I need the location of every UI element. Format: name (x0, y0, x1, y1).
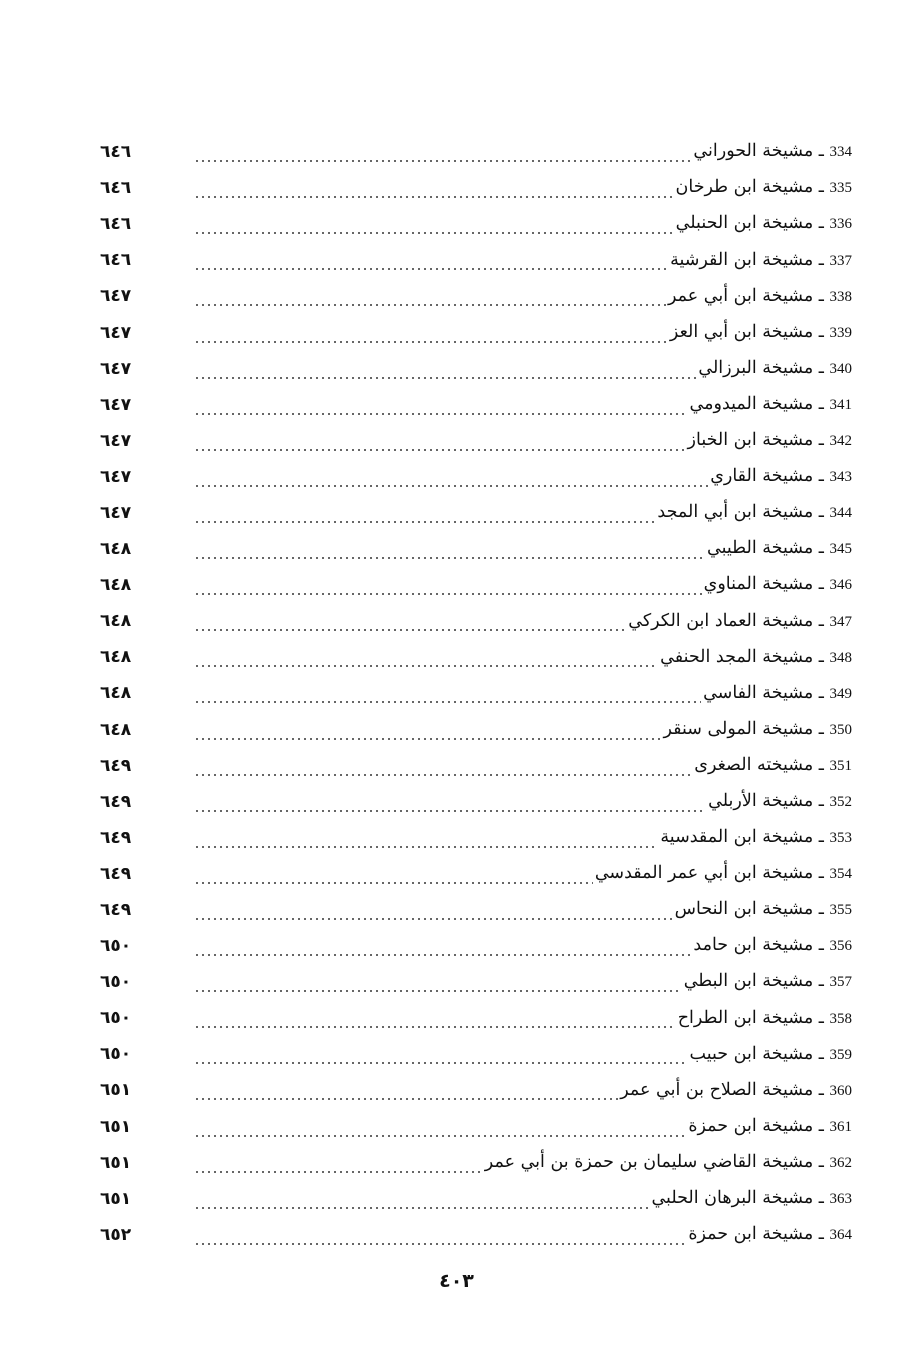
entry-text: مشيخة ابن الحنبلي (675, 213, 814, 234)
toc-entry (100, 1072, 852, 1108)
entry-title: 353 ـ مشيخة ابن المقدسية (660, 827, 852, 848)
entry-page-number: ٦٥٠ (100, 1044, 132, 1065)
entry-page-number: ٦٤٨ (100, 539, 132, 560)
toc-entry (100, 1145, 852, 1181)
toc-entry (100, 964, 852, 1000)
entry-text: مشيخة ابن البطي (683, 971, 814, 992)
dot-leader (194, 1224, 686, 1246)
entry-text: مشيخة ابن أبي العز (669, 321, 814, 342)
entry-title: 345 ـ مشيخة الطيبي (707, 538, 852, 559)
entry-number: 346 (829, 577, 852, 594)
entry-title: 358 ـ مشيخة ابن الطراح (677, 1007, 852, 1028)
entry-title: 334 ـ مشيخة الحوراني (693, 141, 852, 162)
dot-leader (194, 1152, 483, 1174)
dot-leader (194, 249, 668, 271)
dot-leader (194, 610, 626, 632)
toc-entry (100, 1000, 852, 1036)
entry-number: 357 (829, 974, 852, 991)
entry-text: مشيخة ابن الطراح (677, 1007, 814, 1028)
dot-leader (194, 322, 668, 344)
entry-number: 348 (829, 649, 852, 666)
entry-text: مشيخة ابن النحاس (674, 899, 814, 920)
entry-title: 360 ـ مشيخة الصلاح بن أبي عمر (620, 1079, 852, 1100)
entry-page-number: ٦٤٨ (100, 719, 132, 740)
entry-number: 343 (829, 469, 852, 486)
toc-entry (100, 242, 852, 278)
dot-leader (194, 574, 702, 596)
entry-page-number: ٦٤٧ (100, 502, 132, 523)
entry-title: 363 ـ مشيخة البرهان الحلبي (651, 1188, 852, 1209)
entry-number: 360 (829, 1082, 852, 1099)
toc-entry (100, 639, 852, 675)
toc-entry (100, 892, 852, 928)
entry-text: مشيخة ابن المقدسية (660, 827, 814, 848)
toc-entry (100, 1217, 852, 1253)
dot-leader (194, 430, 686, 452)
dot-leader (194, 719, 661, 741)
dot-leader (194, 682, 701, 704)
entry-text: مشيخة الصلاح بن أبي عمر (620, 1079, 814, 1100)
dot-leader (194, 755, 692, 777)
entry-title: 343 ـ مشيخة القاري (710, 466, 852, 487)
toc-entry (100, 603, 852, 639)
toc-entry (100, 820, 852, 856)
entry-page-number: ٦٤٧ (100, 286, 132, 307)
entry-title: 350 ـ مشيخة المولى سنقر (663, 718, 852, 739)
entry-number: 340 (829, 360, 852, 377)
dot-leader (194, 141, 691, 163)
entry-text: مشيخة المجد الحنفي (660, 646, 814, 667)
toc-entry (100, 675, 852, 711)
dot-leader (194, 1079, 618, 1101)
entry-text: مشيخة ابن أبي المجد (657, 502, 814, 523)
page-number: ٤٠٣ (439, 1270, 474, 1292)
toc-entry (100, 748, 852, 784)
entry-text: مشيخة ابن أبي عمر (668, 285, 814, 306)
entry-page-number: ٦٥٠ (100, 972, 132, 993)
entry-title: 340 ـ مشيخة البرزالي (698, 357, 852, 378)
entry-title: 362 ـ مشيخة القاضي سليمان بن حمزة بن أبي عمر (484, 1151, 852, 1172)
entry-title: 346 ـ مشيخة المناوي (703, 574, 852, 595)
entry-text: مشيخة ابن حمزة (688, 1224, 814, 1245)
entry-number: 335 (829, 180, 852, 197)
entry-number: 341 (829, 396, 852, 413)
entry-number: 362 (829, 1154, 852, 1171)
entry-title: 359 ـ مشيخة ابن حبيب (689, 1043, 852, 1064)
entry-page-number: ٦٤٧ (100, 322, 132, 343)
toc-entry (100, 1036, 852, 1072)
entry-number: 347 (829, 613, 852, 630)
toc-entry (100, 314, 852, 350)
toc-entry (100, 459, 852, 495)
dot-leader (194, 394, 688, 416)
toc-entry (100, 351, 852, 387)
entry-text: مشيخة الفاسي (703, 682, 814, 703)
dot-leader (194, 1116, 686, 1138)
entry-page-number: ٦٤٩ (100, 863, 132, 884)
entry-page-number: ٦٤٨ (100, 575, 132, 596)
toc-entry (100, 387, 852, 423)
dot-leader (194, 791, 706, 813)
entry-text: مشيخة العماد ابن الكركي (628, 610, 814, 631)
entry-page-number: ٦٤٩ (100, 791, 132, 812)
entry-page-number: ٦٤٨ (100, 647, 132, 668)
entry-page-number: ٦٤٧ (100, 394, 132, 415)
entry-page-number: ٦٥٢ (100, 1224, 132, 1245)
entry-text: مشيخة البرزالي (698, 357, 814, 378)
toc-entry (100, 1109, 852, 1145)
entry-title: 349 ـ مشيخة الفاسي (703, 682, 852, 703)
entry-number: 354 (829, 866, 852, 883)
entry-title: 335 ـ مشيخة ابن طرخان (675, 177, 852, 198)
entry-text: مشيخة البرهان الحلبي (651, 1188, 814, 1209)
entry-text: مشيخة القاري (710, 466, 814, 487)
toc-entry (100, 1181, 852, 1217)
entry-number: 338 (829, 288, 852, 305)
dot-leader (194, 1188, 649, 1210)
entry-number: 363 (829, 1191, 852, 1208)
entry-text: مشيخة ابن حامد (693, 935, 814, 956)
entry-text: مشيخة القاضي سليمان بن حمزة بن أبي عمر (484, 1151, 814, 1172)
entry-title: 337 ـ مشيخة ابن القرشية (670, 249, 852, 270)
entry-number: 358 (829, 1010, 852, 1027)
entry-text: مشيخة الميدومي (689, 393, 814, 414)
entry-number: 345 (829, 541, 852, 558)
entry-title: 348 ـ مشيخة المجد الحنفي (660, 646, 852, 667)
entry-text: مشيخة المولى سنقر (663, 718, 814, 739)
entry-text: مشيخة الطيبي (707, 538, 814, 559)
dot-leader (194, 827, 658, 849)
toc-entry (100, 495, 852, 531)
entry-number: 337 (829, 252, 852, 269)
toc-entry (100, 134, 852, 170)
entry-number: 359 (829, 1046, 852, 1063)
entry-text: مشيخة الحوراني (693, 141, 814, 162)
entry-number: 352 (829, 793, 852, 810)
entry-number: 342 (829, 433, 852, 450)
entry-title: 354 ـ مشيخة ابن أبي عمر المقدسي (594, 863, 852, 884)
entry-page-number: ٦٤٧ (100, 358, 132, 379)
entry-number: 349 (829, 685, 852, 702)
dot-leader (194, 1043, 688, 1065)
entry-page-number: ٦٥١ (100, 1152, 132, 1173)
entry-text: مشيخة الأربلي (708, 790, 814, 811)
entry-title: 339 ـ مشيخة ابن أبي العز (669, 321, 852, 342)
toc-entry (100, 423, 852, 459)
toc-entry (100, 784, 852, 820)
entry-page-number: ٦٤٩ (100, 755, 132, 776)
entry-title: 352 ـ مشيخة الأربلي (708, 790, 852, 811)
entry-page-number: ٦٥١ (100, 1116, 132, 1137)
entry-text: مشيخة ابن طرخان (675, 177, 814, 198)
entry-number: 356 (829, 938, 852, 955)
toc-entry (100, 278, 852, 314)
entry-page-number: ٦٤٩ (100, 900, 132, 921)
entry-page-number: ٦٤٨ (100, 611, 132, 632)
entry-title: 342 ـ مشيخة ابن الخباز (687, 430, 852, 451)
entry-page-number: ٦٤٨ (100, 683, 132, 704)
entry-number: 344 (829, 505, 852, 522)
entry-page-number: ٦٥١ (100, 1080, 132, 1101)
dot-leader (194, 285, 666, 307)
entry-page-number: ٦٥٠ (100, 936, 132, 957)
entry-number: 364 (829, 1227, 852, 1244)
toc-entry (100, 712, 852, 748)
entry-text: مشيخة ابن القرشية (670, 249, 814, 270)
entry-title: 347 ـ مشيخة العماد ابن الكركي (628, 610, 852, 631)
entry-number: 339 (829, 324, 852, 341)
entry-page-number: ٦٥١ (100, 1188, 132, 1209)
dot-leader (194, 1007, 676, 1029)
entry-text: مشيخة ابن أبي عمر المقدسي (594, 863, 814, 884)
entry-page-number: ٦٤٦ (100, 142, 132, 163)
dot-leader (194, 863, 593, 885)
entry-page-number: ٦٤٧ (100, 466, 132, 487)
entry-title: 364 ـ مشيخة ابن حمزة (688, 1224, 852, 1245)
entry-title: 356 ـ مشيخة ابن حامد (693, 935, 852, 956)
entry-page-number: ٦٤٦ (100, 214, 132, 235)
entry-page-number: ٦٤٦ (100, 250, 132, 271)
entry-text: مشيخة المناوي (703, 574, 814, 595)
toc-entry (100, 928, 852, 964)
toc-entry (100, 567, 852, 603)
entry-number: 355 (829, 902, 852, 919)
entry-number: 351 (829, 757, 852, 774)
entry-page-number: ٦٤٦ (100, 178, 132, 199)
entry-number: 353 (829, 830, 852, 847)
dot-leader (194, 358, 696, 380)
entry-number: 361 (829, 1118, 852, 1135)
entry-number: 336 (829, 216, 852, 233)
entry-title: 341 ـ مشيخة الميدومي (689, 393, 852, 414)
entry-title: 357 ـ مشيخة ابن البطي (683, 971, 852, 992)
toc-entry (100, 531, 852, 567)
dot-leader (194, 502, 655, 524)
dot-leader (194, 177, 674, 199)
dot-leader (194, 538, 705, 560)
entry-title: 351 ـ مشيخته الصغرى (694, 754, 852, 775)
toc-entry (100, 170, 852, 206)
entry-page-number: ٦٥٠ (100, 1008, 132, 1029)
entry-title: 361 ـ مشيخة ابن حمزة (688, 1115, 852, 1136)
entry-page-number: ٦٤٧ (100, 430, 132, 451)
toc-entry (100, 206, 852, 242)
entry-text: مشيخته الصغرى (694, 754, 814, 775)
entry-page-number: ٦٤٩ (100, 827, 132, 848)
entry-title: 344 ـ مشيخة ابن أبي المجد (657, 502, 852, 523)
entry-text: مشيخة ابن الخباز (687, 430, 814, 451)
dot-leader (194, 971, 682, 993)
dot-leader (194, 899, 673, 921)
entry-title: 355 ـ مشيخة ابن النحاس (674, 899, 852, 920)
dot-leader (194, 935, 691, 957)
table-of-contents (100, 134, 852, 1253)
dot-leader (194, 213, 674, 235)
entry-text: مشيخة ابن حمزة (688, 1115, 814, 1136)
dot-leader (194, 646, 658, 668)
entry-number: 334 (829, 144, 852, 161)
dot-leader (194, 466, 708, 488)
entry-title: 336 ـ مشيخة ابن الحنبلي (675, 213, 852, 234)
toc-entry (100, 856, 852, 892)
entry-number: 350 (829, 721, 852, 738)
entry-title: 338 ـ مشيخة ابن أبي عمر (668, 285, 852, 306)
entry-text: مشيخة ابن حبيب (689, 1043, 814, 1064)
